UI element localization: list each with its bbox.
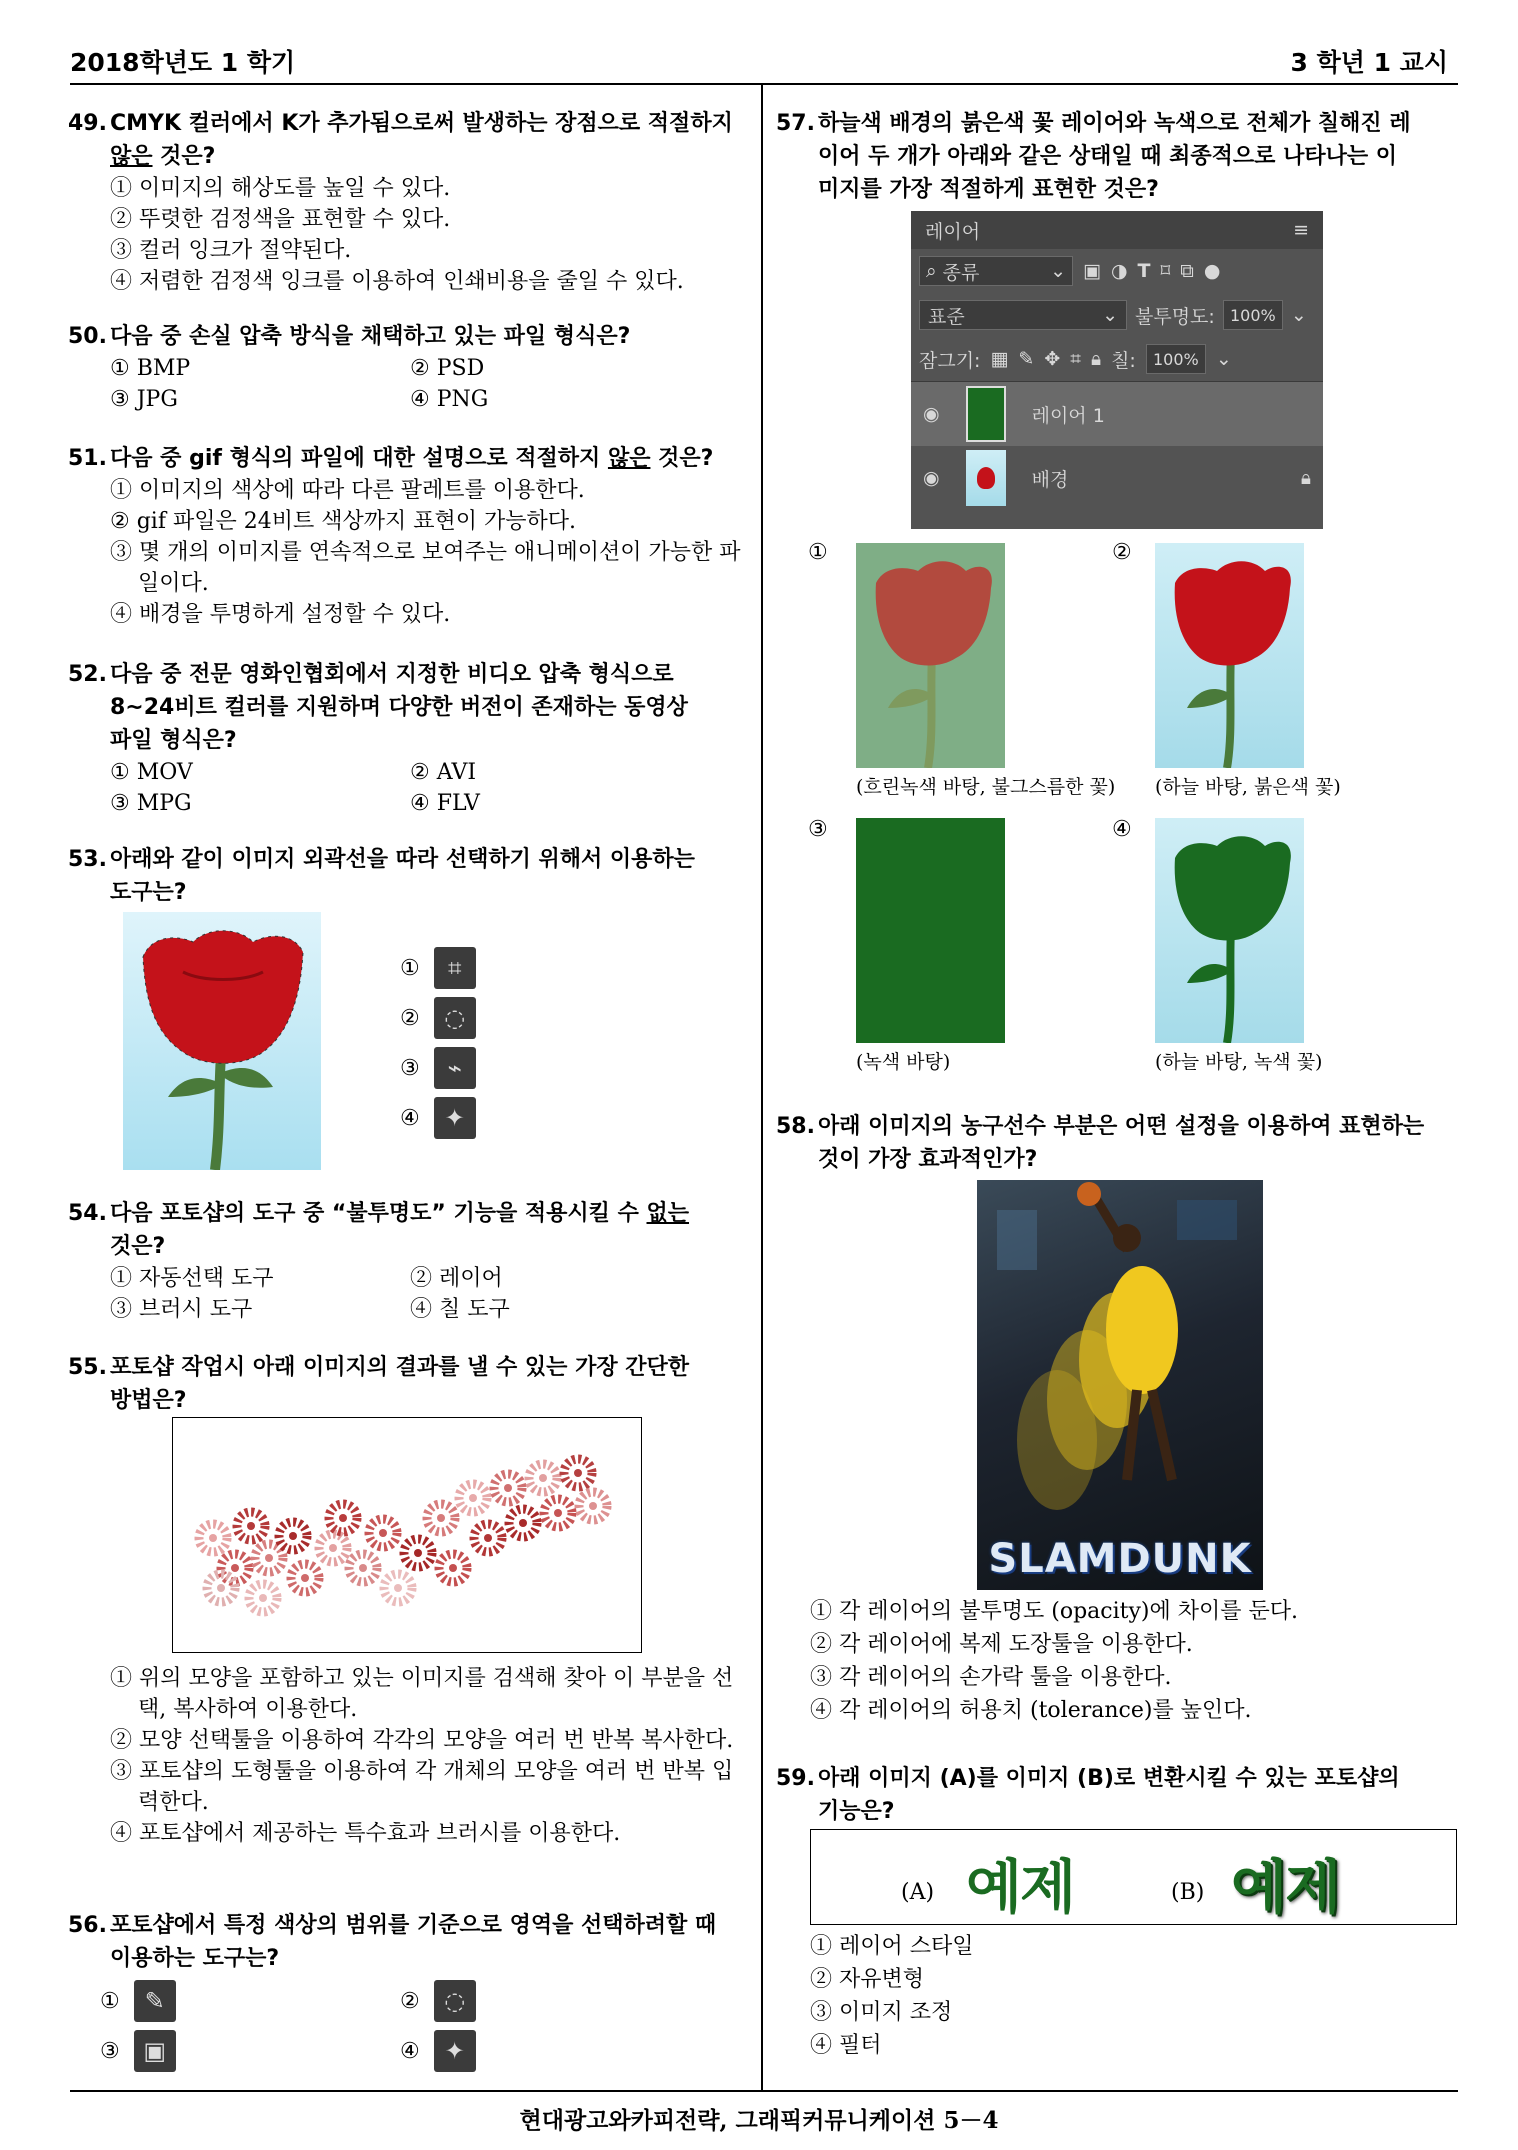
chevron-down-icon[interactable]: ⌄ xyxy=(1215,348,1232,370)
filter-toggle-icon[interactable]: ● xyxy=(1203,260,1221,282)
option-3[interactable]: ③ xyxy=(100,2038,120,2064)
question-53 xyxy=(68,843,750,909)
option-1[interactable]: ① MOV xyxy=(110,760,193,785)
gradient-tool-icon[interactable]: ▣ xyxy=(134,2030,176,2072)
option-4[interactable]: ④ 칠 도구 xyxy=(410,1297,510,1322)
adjustment-filter-icon[interactable]: ◑ xyxy=(1110,260,1128,282)
example-box xyxy=(810,1829,1457,1925)
option-3[interactable]: ③ MPG xyxy=(110,791,192,816)
question-52 xyxy=(68,658,750,819)
option-4[interactable]: ④ 필터 xyxy=(810,2033,882,2058)
answer-image-4 xyxy=(1155,818,1304,1043)
option-2[interactable]: ② xyxy=(1112,540,1132,565)
option-2[interactable]: ② xyxy=(400,1988,420,2014)
option-1[interactable]: ① 각 레이어의 불투명도 (opacity)에 차이를 둔다. xyxy=(810,1599,1298,1624)
question-text: 것이 가장 효과적인가? xyxy=(818,1147,1038,1172)
lock-position-icon[interactable]: ✥ xyxy=(1044,348,1061,370)
example-text-a: 예제 xyxy=(966,1853,1075,1921)
question-number: 54. xyxy=(68,1201,107,1226)
question-57 xyxy=(776,107,1458,206)
option-1[interactable]: ① 자동선택 도구 xyxy=(110,1266,274,1291)
lasso-tool-icon[interactable]: ◌ xyxy=(434,997,476,1039)
option-1[interactable]: ① 이미지의 색상에 따라 다른 팔레트를 이용한다. xyxy=(110,478,585,503)
option-2[interactable]: ② 레이어 xyxy=(410,1266,503,1291)
question-50 xyxy=(68,320,750,415)
question-text: 다음 중 gif 형식의 파일에 대한 설명으로 적절하지 xyxy=(110,446,608,471)
question-text: 8~24비트 컬러를 지원하며 다양한 버전이 존재하는 동영상 xyxy=(110,695,688,720)
question-text: 파일 형식은? xyxy=(110,728,237,753)
image-filter-icon[interactable]: ▣ xyxy=(1083,260,1101,282)
layers-panel xyxy=(911,211,1323,529)
question-text: 것은? xyxy=(152,144,216,169)
blend-mode-select[interactable] xyxy=(919,300,1127,330)
option-3[interactable]: ③ 이미지 조정 xyxy=(810,2000,953,2025)
option-4[interactable]: ④ 배경을 투명하게 설정할 수 있다. xyxy=(110,602,451,627)
layer-name[interactable]: 레이어 1 xyxy=(1031,404,1105,427)
label-b: (B) xyxy=(1171,1880,1205,1905)
option-3[interactable]: ③ xyxy=(400,1055,420,1081)
chevron-down-icon: ⌄ xyxy=(1102,304,1118,326)
question-text: 아래와 같이 이미지 외곽선을 따라 선택하기 위해서 이용하는 xyxy=(110,847,695,872)
question-text: CMYK 컬러에서 K가 추가됨으로써 발생하는 장점으로 적절하지 xyxy=(110,111,733,136)
option-4[interactable]: ④ xyxy=(400,2038,420,2064)
question-text: 다음 중 손실 압축 방식을 채택하고 있는 파일 형식은? xyxy=(110,324,631,349)
question-number: 55. xyxy=(68,1355,107,1380)
question-text: 하늘색 배경의 붉은색 꽃 레이어와 녹색으로 전체가 칠해진 레 xyxy=(818,111,1411,136)
exam-header-left: 2018학년도 1 학기 xyxy=(70,48,296,77)
question-number: 50. xyxy=(68,324,107,349)
question-text: 것은? xyxy=(110,1234,166,1259)
header-rule xyxy=(70,83,1458,85)
question-56 xyxy=(68,1909,750,1975)
panel-menu-icon[interactable]: ≡ xyxy=(1293,219,1309,241)
example-text-b: 예제 xyxy=(1231,1853,1340,1921)
option-4[interactable]: ④ PNG xyxy=(410,387,489,412)
question-text: 미지를 가장 적절하게 표현한 것은? xyxy=(818,177,1159,202)
option-3[interactable]: ③ 컬러 잉크가 절약된다. xyxy=(110,238,352,263)
magic-wand-tool-icon[interactable]: ✦ xyxy=(434,2030,476,2072)
answer-image-1 xyxy=(856,543,1005,768)
answer-image-2 xyxy=(1155,543,1304,768)
option-3[interactable]: ③ 몇 개의 이미지를 연속적으로 보여주는 애니메이션이 가능한 파일이다. xyxy=(110,540,741,596)
layer-thumbnail-green xyxy=(966,386,1006,442)
option-1[interactable]: ① 위의 모양을 포함하고 있는 이미지를 검색해 찾아 이 부분을 선택, 복사하여 이용한다. xyxy=(110,1666,734,1722)
question-number: 58. xyxy=(776,1114,815,1139)
lock-icon: 🔒︎ xyxy=(1300,467,1311,489)
question-number: 53. xyxy=(68,847,107,872)
chevron-down-icon: ⌄ xyxy=(1050,260,1066,282)
option-4[interactable]: ④ 저렴한 검정색 잉크를 이용하여 인쇄비용을 줄일 수 있다. xyxy=(110,269,684,294)
chevron-down-icon[interactable]: ⌄ xyxy=(1290,304,1307,326)
question-text: 다음 포토샵의 도구 중 “불투명도” 기능을 적용시킬 수 xyxy=(110,1201,647,1226)
underlined-text: 없는 xyxy=(646,1201,690,1226)
eyedropper-tool-icon[interactable]: ✎ xyxy=(134,1980,176,2022)
q59-options xyxy=(810,1930,1450,2062)
visibility-eye-icon[interactable]: ◉ xyxy=(923,403,940,425)
question-number: 56. xyxy=(68,1913,107,1938)
label-a: (A) xyxy=(901,1880,935,1905)
q58-options xyxy=(810,1595,1450,1727)
layer-name[interactable]: 배경 xyxy=(1031,468,1069,491)
lock-transparent-icon[interactable]: ▦ xyxy=(990,348,1009,370)
underlined-text: 않은 xyxy=(110,144,153,169)
option-2[interactable]: ② 모양 선택툴을 이용하여 각각의 모양을 여러 번 반복 복사한다. xyxy=(110,1728,734,1753)
lock-all-icon[interactable]: 🔒︎ xyxy=(1090,348,1102,370)
question-number: 57. xyxy=(776,111,815,136)
question-text: 방법은? xyxy=(110,1388,187,1413)
question-text: 도구는? xyxy=(110,880,187,905)
option-2[interactable]: ② PSD xyxy=(410,356,485,381)
question-55 xyxy=(68,1351,750,1417)
fill-input[interactable]: 100% xyxy=(1146,344,1206,374)
option-1[interactable]: ① xyxy=(400,955,420,981)
question-number: 59. xyxy=(776,1766,815,1791)
search-icon: ⌕ xyxy=(926,260,937,282)
question-number: 52. xyxy=(68,662,107,687)
option-2[interactable]: ② 각 레이어에 복제 도장툴을 이용한다. xyxy=(810,1632,1193,1657)
question-49 xyxy=(68,107,750,297)
layer-thumbnail-rose xyxy=(966,450,1006,506)
question-text: 이어 두 개가 아래와 같은 상태일 때 최종적으로 나타나는 이 xyxy=(818,144,1397,169)
type-filter-icon[interactable]: T xyxy=(1137,260,1151,282)
visibility-eye-icon[interactable]: ◉ xyxy=(923,467,940,489)
underlined-text: 않은 xyxy=(607,446,651,471)
flower-brush-image xyxy=(172,1417,642,1653)
question-text: 다음 중 전문 영화인협회에서 지정한 비디오 압축 형식으로 xyxy=(110,662,674,687)
question-54 xyxy=(68,1197,750,1325)
rose-outline-image xyxy=(123,912,321,1170)
option-2[interactable]: ② 뚜렷한 검정색을 표현할 수 있다. xyxy=(110,207,451,232)
question-text: 이용하는 도구는? xyxy=(110,1946,280,1971)
caption-2: (하늘 바탕, 붉은색 꽃) xyxy=(1155,776,1341,798)
question-text: 기능은? xyxy=(818,1799,895,1824)
slamdunk-text: SLAMDUNK xyxy=(988,1536,1252,1582)
option-4[interactable]: ④ 포토샵에서 제공하는 특수효과 브러시를 이용한다. xyxy=(110,1821,621,1846)
option-3[interactable]: ③ xyxy=(808,817,828,842)
fill-label: 칠: xyxy=(1111,349,1136,372)
option-1[interactable]: ① 레이어 스타일 xyxy=(810,1934,974,1959)
lock-label: 잠그기: xyxy=(919,349,981,372)
question-59 xyxy=(776,1762,1458,1828)
caption-3: (녹색 바탕) xyxy=(856,1051,951,1073)
shape-filter-icon[interactable]: ⌑ xyxy=(1160,260,1171,282)
lasso-tool-icon[interactable]: ◌ xyxy=(434,1980,476,2022)
question-number: 49. xyxy=(68,111,107,136)
layers-panel-title: 레이어 xyxy=(925,220,981,243)
smart-object-filter-icon[interactable]: ⧉ xyxy=(1180,260,1194,282)
option-2[interactable]: ② xyxy=(400,1005,420,1031)
magnetic-lasso-tool-icon[interactable]: ⌁ xyxy=(434,1047,476,1089)
caption-4: (하늘 바탕, 녹색 꽃) xyxy=(1155,1051,1323,1073)
option-3[interactable]: ③ 각 레이어의 손가락 툴을 이용한다. xyxy=(810,1665,1172,1690)
question-text: 것은? xyxy=(650,446,714,471)
option-1[interactable]: ① xyxy=(808,540,828,565)
option-2[interactable]: ② AVI xyxy=(410,760,477,785)
magic-wand-tool-icon[interactable]: ✦ xyxy=(434,1097,476,1139)
option-1[interactable]: ① 이미지의 해상도를 높일 수 있다. xyxy=(110,176,451,201)
question-text: 아래 이미지 (A)를 이미지 (B)로 변환시킬 수 있는 포토샵의 xyxy=(818,1766,1400,1791)
option-3[interactable]: ③ 브러시 도구 xyxy=(110,1297,253,1322)
page-footer: 현대광고와카피전략, 그래픽커뮤니케이션 5－4 xyxy=(519,2107,999,2134)
question-51 xyxy=(68,442,750,630)
layer-row-1[interactable] xyxy=(911,382,1323,446)
option-1[interactable]: ① xyxy=(100,1988,120,2014)
option-2[interactable]: ② gif 파일은 24비트 색상까지 표현이 가능하다. xyxy=(110,509,576,534)
caption-1: (흐린녹색 바탕, 불그스름한 꽃) xyxy=(856,776,1116,798)
question-text: 아래 이미지의 농구선수 부분은 어떤 설정을 이용하여 표현하는 xyxy=(818,1114,1425,1139)
opacity-label: 불투명도: xyxy=(1135,305,1215,328)
column-divider xyxy=(761,85,763,2092)
lock-artboard-icon[interactable]: ⌗ xyxy=(1070,348,1081,370)
q53-options xyxy=(400,943,476,1143)
kind-filter-value: 종류 xyxy=(942,261,980,284)
kind-filter-select[interactable] xyxy=(919,256,1073,286)
option-4[interactable]: ④ xyxy=(1112,817,1132,842)
exam-header-right: 3 학년 1 교시 xyxy=(1290,48,1448,77)
q56-options xyxy=(100,1976,700,2076)
question-text: 포토샵에서 특정 색상의 범위를 기준으로 영역을 선택하려할 때 xyxy=(110,1913,717,1938)
option-3[interactable]: ③ JPG xyxy=(110,387,178,412)
lock-paint-icon[interactable]: ✎ xyxy=(1018,348,1035,370)
question-58 xyxy=(776,1110,1458,1176)
crop-tool-icon[interactable]: ⌗ xyxy=(434,947,476,989)
question-number: 51. xyxy=(68,446,107,471)
layer-row-background[interactable] xyxy=(911,446,1323,510)
option-4[interactable]: ④ FLV xyxy=(410,791,480,816)
answer-image-3 xyxy=(856,818,1005,1043)
footer-rule xyxy=(70,2090,1458,2092)
option-1[interactable]: ① BMP xyxy=(110,356,191,381)
blend-mode-value: 표준 xyxy=(928,305,965,328)
question-text: 포토샵 작업시 아래 이미지의 결과를 낼 수 있는 가장 간단한 xyxy=(110,1355,689,1380)
option-3[interactable]: ③ 포토샵의 도형툴을 이용하여 각 개체의 모양을 여러 번 반복 입력한다. xyxy=(110,1759,734,1815)
option-4[interactable]: ④ xyxy=(400,1105,420,1131)
option-4[interactable]: ④ 각 레이어의 허용치 (tolerance)를 높인다. xyxy=(810,1698,1252,1723)
slamdunk-image xyxy=(977,1180,1263,1590)
option-2[interactable]: ② 자유변형 xyxy=(810,1967,925,1992)
q55-options xyxy=(110,1663,750,1849)
opacity-input[interactable]: 100% xyxy=(1223,300,1283,330)
